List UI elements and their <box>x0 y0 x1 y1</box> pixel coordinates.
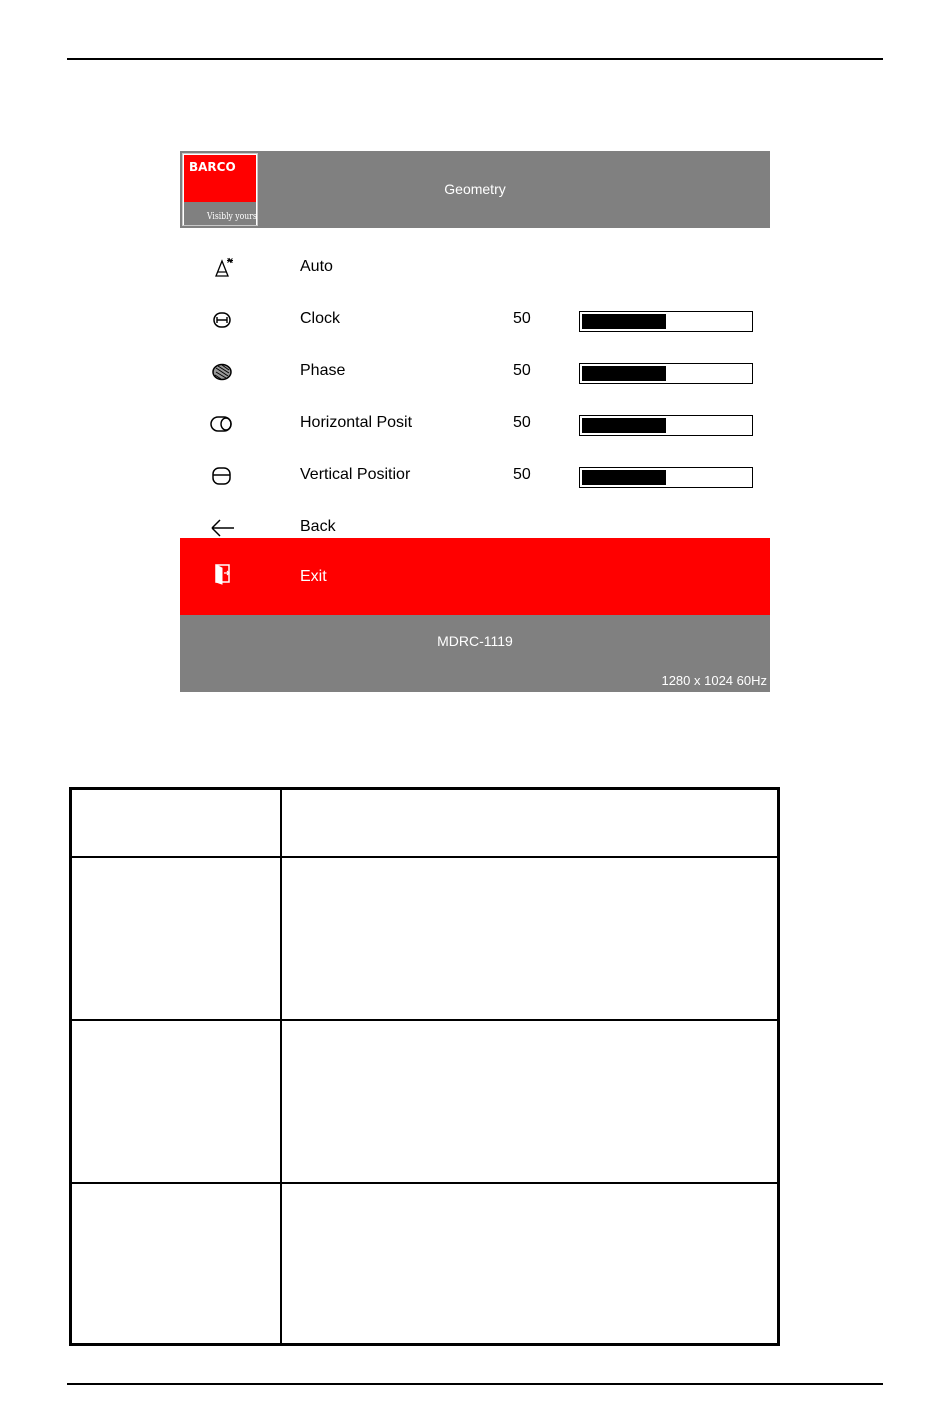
logo-red-block <box>184 155 256 202</box>
vertical-position-icon <box>208 464 236 488</box>
horizontal-position-slider[interactable] <box>579 415 753 436</box>
table-row-divider <box>72 1019 777 1021</box>
table-column-divider <box>280 790 282 1343</box>
vertical-position-value: 50 <box>513 466 531 483</box>
osd-footer <box>180 615 770 692</box>
clock-slider-fill <box>582 314 666 329</box>
logo-wordmark: BARCO <box>189 160 236 174</box>
back-arrow-icon <box>208 516 236 540</box>
exit-door-icon <box>208 562 236 586</box>
menu-item-label: Phase <box>300 362 346 379</box>
osd-menu-panel <box>180 151 770 692</box>
horizontal-position-icon <box>208 412 236 436</box>
description-table <box>69 787 780 1346</box>
phase-slider[interactable] <box>579 363 753 384</box>
clock-slider[interactable] <box>579 311 753 332</box>
osd-header <box>180 151 770 228</box>
clock-icon <box>208 308 236 332</box>
menu-item-label: Clock <box>300 310 341 327</box>
menu-item-horizontal-position[interactable] <box>180 398 770 450</box>
auto-adjust-icon <box>208 256 236 280</box>
horizontal-position-slider-fill <box>582 418 666 433</box>
logo-tagline: Visibly yours <box>207 212 257 222</box>
vertical-position-slider-fill <box>582 470 666 485</box>
table-row-divider <box>72 856 777 858</box>
horizontal-position-value: 50 <box>513 414 531 431</box>
phase-slider-fill <box>582 366 666 381</box>
menu-item-label: Horizontal Posit <box>300 414 413 431</box>
bottom-rule <box>67 1383 883 1385</box>
phase-value: 50 <box>513 362 531 379</box>
menu-item-label: Back <box>300 518 336 535</box>
clock-value: 50 <box>513 310 531 327</box>
menu-item-label: Vertical Positior <box>300 466 411 483</box>
menu-item-label: Auto <box>300 258 333 275</box>
model-name: MDRC-1119 <box>437 633 513 649</box>
menu-item-auto[interactable] <box>180 242 770 294</box>
phase-icon <box>208 360 236 384</box>
menu-item-label: Exit <box>300 568 327 585</box>
menu-item-vertical-position[interactable] <box>180 450 770 502</box>
menu-item-clock[interactable] <box>180 294 770 346</box>
menu-item-exit[interactable] <box>180 538 770 615</box>
table-row-divider <box>72 1182 777 1184</box>
barco-logo <box>182 153 258 226</box>
resolution-readout: 1280 x 1024 60Hz <box>661 673 767 688</box>
top-rule <box>67 58 883 60</box>
osd-title: Geometry <box>444 181 506 197</box>
menu-item-phase[interactable] <box>180 346 770 398</box>
vertical-position-slider[interactable] <box>579 467 753 488</box>
